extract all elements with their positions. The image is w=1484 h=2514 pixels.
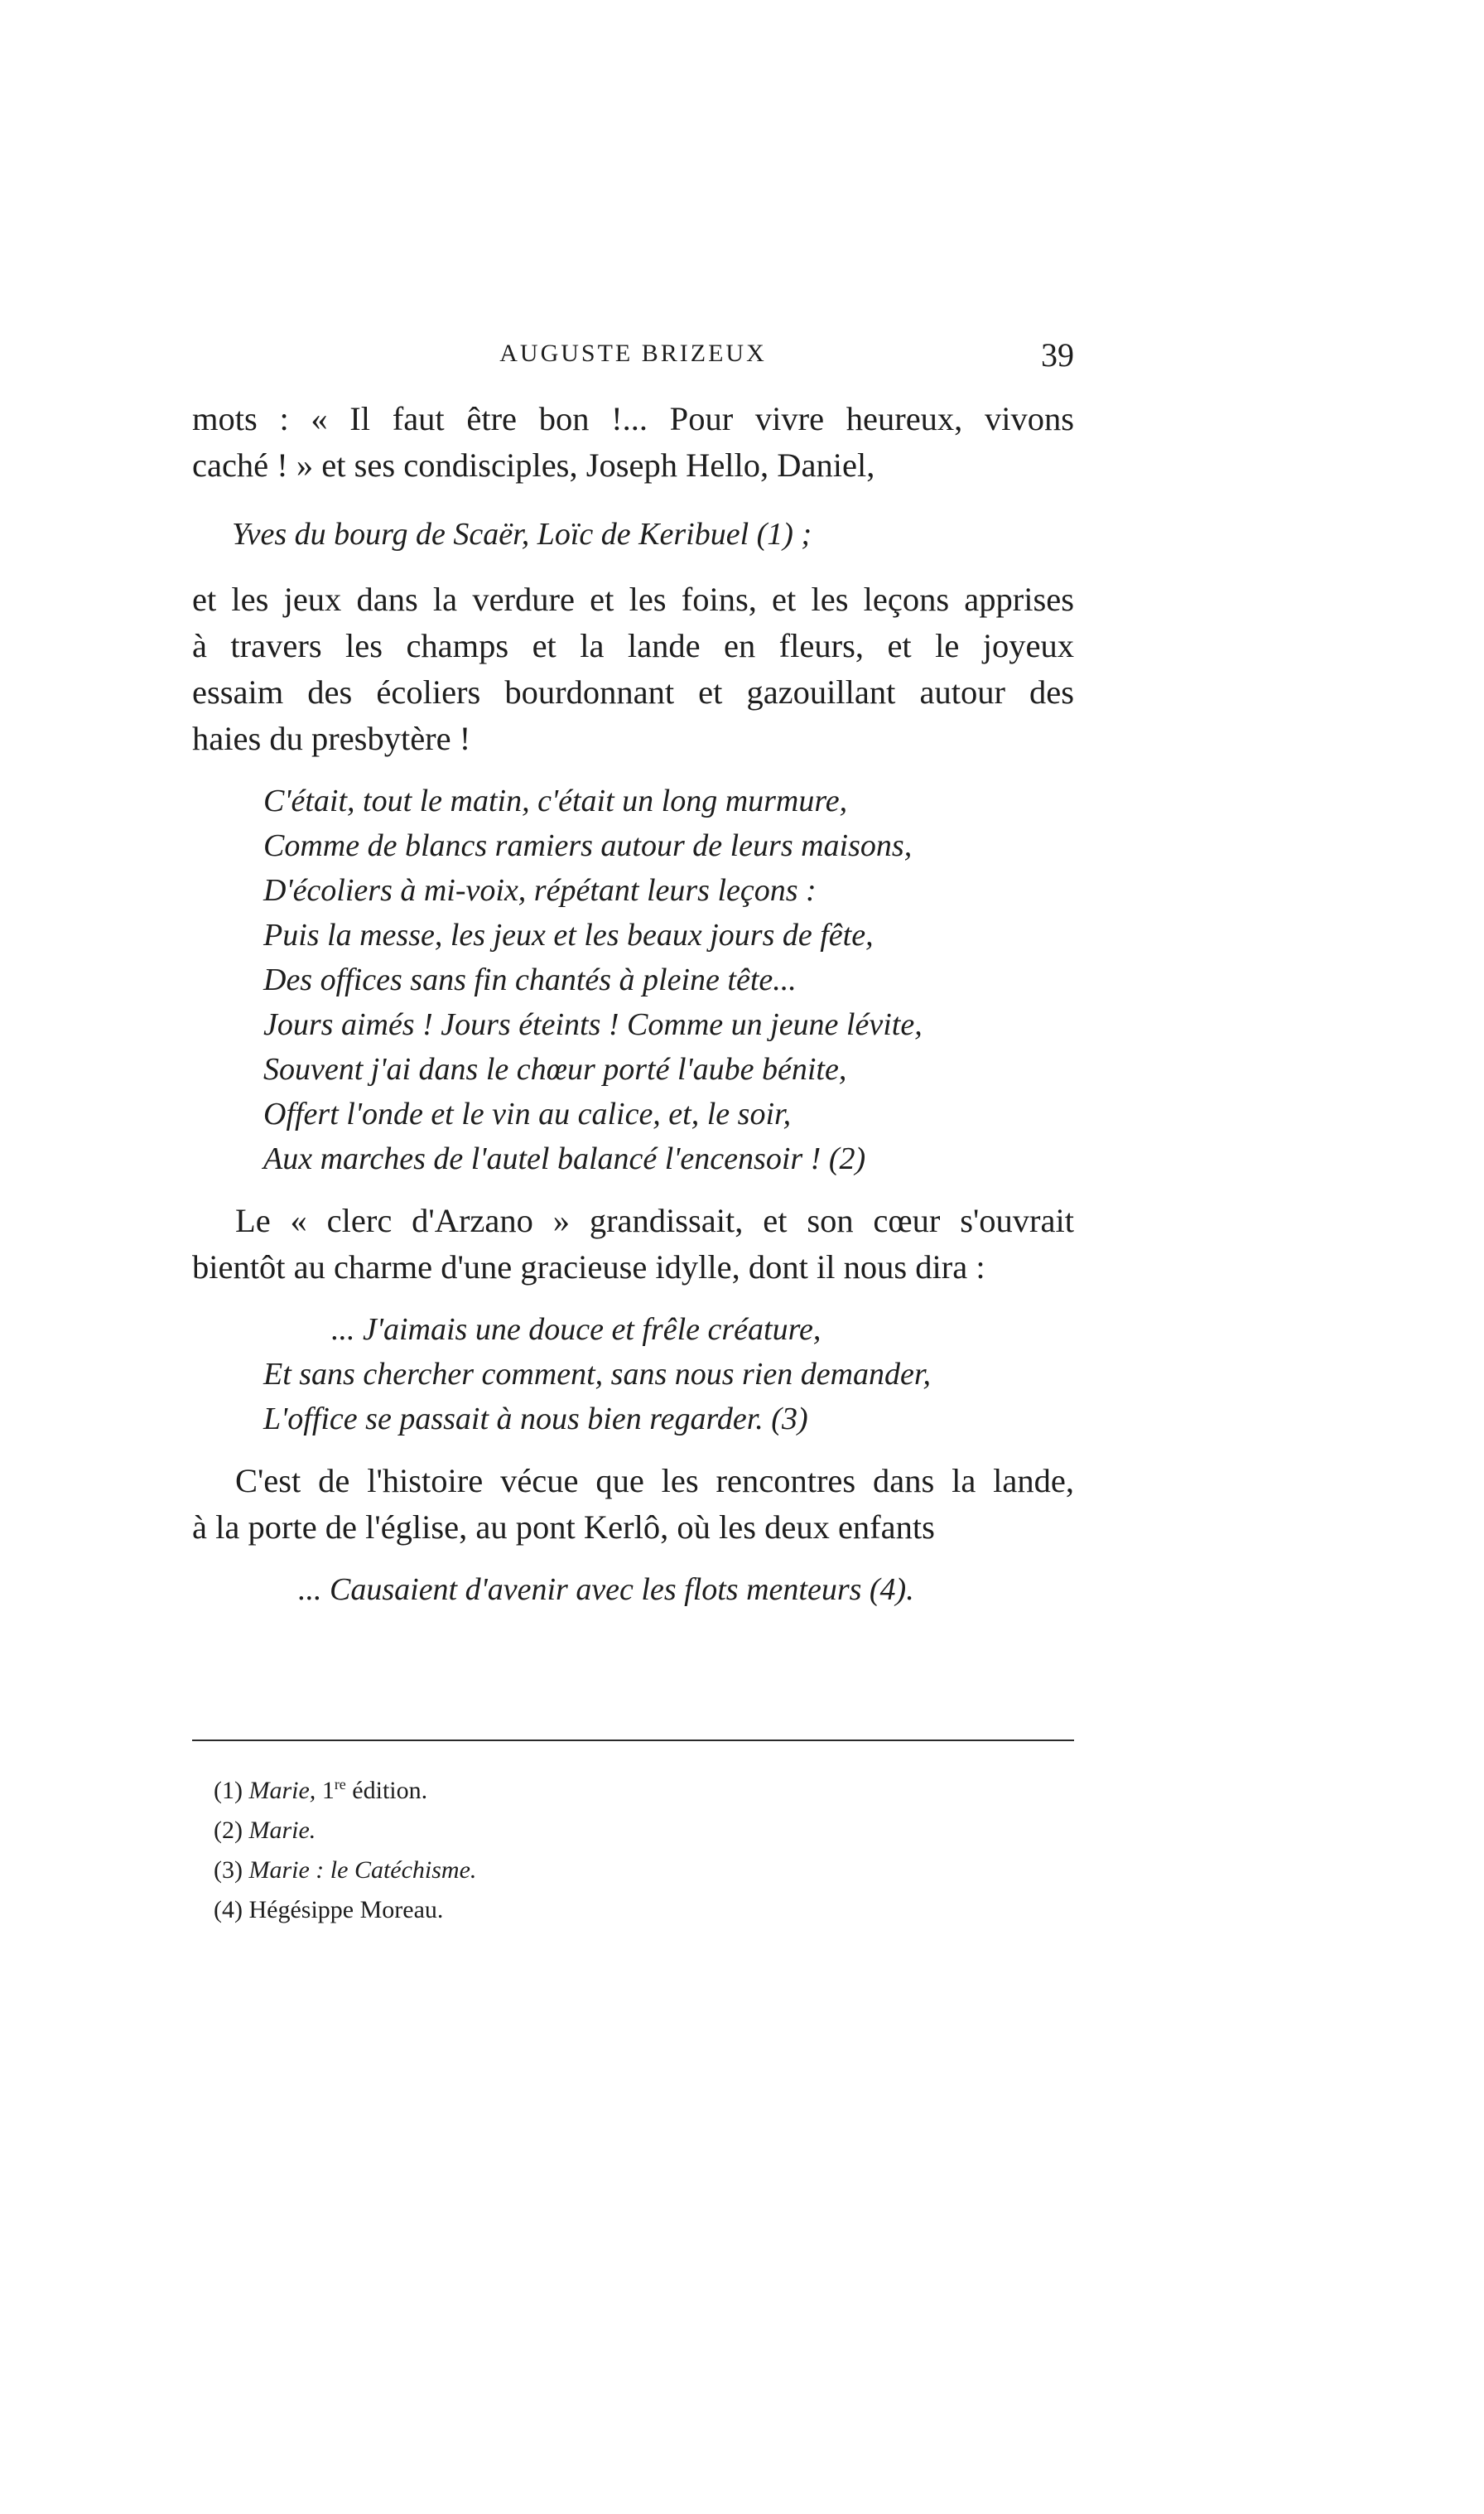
verse-line: Des offices sans fin chantés à pleine tête... (263, 963, 797, 997)
text-line: à la porte de l'église, au pont Kerlô, où les deux enfants (192, 1508, 935, 1546)
text-line: C'est de l'histoire vécue que les rencontres dans la lande, (235, 1462, 1074, 1499)
verse-line: Et sans chercher comment, sans nous rien demander, (263, 1357, 931, 1392)
footnote-text: Hégésippe Moreau. (248, 1896, 444, 1923)
text-line: caché ! » et ses condisciples, Joseph Hello, Daniel, (192, 446, 875, 484)
running-head (192, 333, 1074, 374)
footnote-source: Marie. (248, 1817, 316, 1844)
text-line: Le « clerc d'Arzano » grandissait, et son cœur s'ouvrait (235, 1202, 1074, 1239)
text-line: bientôt au charme d'une gracieuse idylle, dont il nous dira : (192, 1248, 985, 1286)
footnote-source: Marie, (248, 1777, 316, 1804)
verse-line: Aux marches de l'autel balancé l'encensoir ! (2) (263, 1141, 866, 1176)
edition-word: édition. (352, 1777, 428, 1804)
footnote-number: (4) (214, 1896, 243, 1923)
text-line: essaim des écoliers bourdonnant et gazouillant autour des (192, 673, 1074, 711)
main-text (192, 396, 1074, 1612)
verse-line: Offert l'onde et le vin au calice, et, le soir, (263, 1097, 792, 1132)
verse-line: ... J'aimais une douce et frêle créature, (331, 1312, 822, 1347)
footnote-number: (3) (214, 1856, 243, 1884)
footnote-4 (214, 1890, 476, 1930)
verse-quote-3 (192, 1307, 1074, 1441)
footnote-2 (214, 1811, 476, 1851)
verse-line: Puis la messe, les jeux et les beaux jours de fête, (263, 918, 874, 953)
verse-line: Jours aimés ! Jours éteints ! Comme un jeune lévite, (263, 1007, 923, 1042)
verse-line: Souvent j'ai dans le chœur porté l'aube bénite, (263, 1052, 847, 1087)
verse-line: Comme de blancs ramiers autour de leurs maisons, (263, 828, 913, 863)
footnote-number: (1) (214, 1777, 243, 1804)
footnote-1 (214, 1771, 476, 1811)
text-line: haies du presbytère ! (192, 720, 471, 757)
text-line: mots : « Il faut être bon !... Pour vivre heureux, vivons (192, 400, 1074, 437)
paragraph-3 (192, 1198, 1074, 1291)
footnote-number: (2) (214, 1817, 243, 1844)
footnote-source: Marie : le Catéchisme. (248, 1856, 477, 1884)
footnote-rule (192, 1740, 1074, 1741)
running-head-title: AUGUSTE BRIZEUX (499, 340, 767, 367)
paragraph-1 (192, 396, 1074, 489)
verse-line: Yves du bourg de Scaër, Loïc de Keribuel (1) ; (232, 517, 812, 552)
verse-line: C'était, tout le matin, c'était un long murmure, (263, 784, 848, 818)
page-number: 39 (1041, 336, 1074, 374)
verse-quote-4 (192, 1567, 1074, 1612)
footnotes (214, 1771, 476, 1930)
edition-superscript: re (334, 1776, 346, 1793)
edition-number: 1 (321, 1777, 335, 1804)
verse-quote-2 (192, 779, 1074, 1181)
paragraph-4 (192, 1458, 1074, 1551)
verse-quote-1 (192, 512, 1074, 557)
text-line: et les jeux dans la verdure et les foins, et les leçons apprises (192, 581, 1074, 618)
text-line: à travers les champs et la lande en fleurs, et le joyeux (192, 627, 1074, 664)
verse-line: L'office se passait à nous bien regarder. (3) (263, 1402, 808, 1436)
footnote-3 (214, 1851, 476, 1890)
verse-line: ... Causaient d'avenir avec les flots menteurs (4). (298, 1572, 914, 1607)
paragraph-2 (192, 577, 1074, 762)
verse-line: D'écoliers à mi-voix, répétant leurs leçons : (263, 873, 817, 908)
